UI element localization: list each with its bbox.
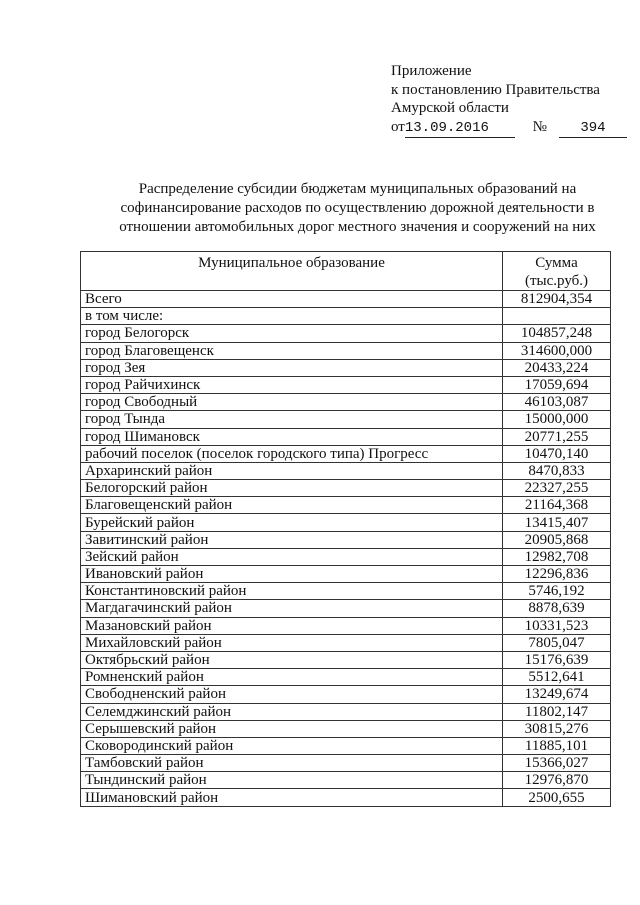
subsidy-amount: 15366,027 xyxy=(503,755,611,772)
municipality-name: Всего xyxy=(81,291,503,308)
table-row xyxy=(81,531,611,548)
subsidy-amount: 20433,224 xyxy=(503,359,611,376)
municipality-name: город Райчихинск xyxy=(81,376,503,393)
table-row xyxy=(81,376,611,393)
appendix-region: Амурской области xyxy=(391,100,509,116)
table-row xyxy=(81,669,611,686)
municipality-name: Бурейский район xyxy=(81,514,503,531)
subsidy-amount: 314600,000 xyxy=(503,342,611,359)
municipality-name: Константиновский район xyxy=(81,583,503,600)
table-row xyxy=(81,789,611,806)
municipality-name: Свободненский район xyxy=(81,686,503,703)
table-row xyxy=(81,548,611,565)
table-row xyxy=(81,772,611,789)
municipality-name: город Благовещенск xyxy=(81,342,503,359)
header-municipality: Муниципальное образование xyxy=(81,252,503,291)
municipality-name: Серышевский район xyxy=(81,720,503,737)
table-row xyxy=(81,651,611,668)
subsidy-amount: 46103,087 xyxy=(503,394,611,411)
table-row xyxy=(81,737,611,754)
table-row xyxy=(81,617,611,634)
table-row xyxy=(81,325,611,342)
subsidy-amount: 812904,354 xyxy=(503,291,611,308)
subsidy-amount: 20905,868 xyxy=(503,531,611,548)
subsidy-amount: 12976,870 xyxy=(503,772,611,789)
header-sum-unit: (тыс.руб.) xyxy=(524,273,589,289)
subsidy-amount: 8470,833 xyxy=(503,462,611,479)
subsidy-amount: 13249,674 xyxy=(503,686,611,703)
subsidy-amount: 10470,140 xyxy=(503,445,611,462)
subsidy-amount: 22327,255 xyxy=(503,480,611,497)
municipality-name: Михайловский район xyxy=(81,634,503,651)
header-sum-label: Сумма xyxy=(535,255,578,271)
title-line: отношении автомобильных дорог местного значения и сооружений на них xyxy=(119,219,596,235)
table-row xyxy=(81,342,611,359)
table-row xyxy=(81,462,611,479)
municipality-name: Завитинский район xyxy=(81,531,503,548)
municipality-name: Ивановский район xyxy=(81,566,503,583)
municipality-name: город Тында xyxy=(81,411,503,428)
subsidy-amount: 17059,694 xyxy=(503,376,611,393)
municipality-name: рабочий поселок (поселок городского типа) Прогресс xyxy=(81,445,503,462)
table-header xyxy=(81,252,611,291)
municipality-name: Октябрьский район xyxy=(81,651,503,668)
document-title xyxy=(90,180,625,237)
subsidy-amount xyxy=(503,308,611,325)
subsidy-table xyxy=(80,251,611,807)
municipality-name: город Зея xyxy=(81,359,503,376)
municipality-name: Зейский район xyxy=(81,548,503,565)
table-row xyxy=(81,359,611,376)
subsidy-amount: 5746,192 xyxy=(503,583,611,600)
subsidy-amount: 20771,255 xyxy=(503,428,611,445)
municipality-name: Благовещенский район xyxy=(81,497,503,514)
municipality-name: Сковородинский район xyxy=(81,737,503,754)
table-row xyxy=(81,703,611,720)
municipality-name: в том числе: xyxy=(81,308,503,325)
table-row xyxy=(81,755,611,772)
municipality-name: город Шимановск xyxy=(81,428,503,445)
date-prefix: от xyxy=(391,118,405,135)
resolution-date: 13.09.2016 xyxy=(405,119,515,139)
appendix-label: Приложение xyxy=(391,63,472,79)
municipality-name: город Свободный xyxy=(81,394,503,411)
table-row xyxy=(81,291,611,308)
municipality-name: Селемджинский район xyxy=(81,703,503,720)
subsidy-amount: 10331,523 xyxy=(503,617,611,634)
table-row xyxy=(81,411,611,428)
table-row xyxy=(81,686,611,703)
subsidy-amount: 12296,836 xyxy=(503,566,611,583)
municipality-name: Шимановский район xyxy=(81,789,503,806)
table-row xyxy=(81,514,611,531)
municipality-name: Ромненский район xyxy=(81,669,503,686)
appendix-resolution: к постановлению Правительства xyxy=(391,81,600,98)
table-row xyxy=(81,428,611,445)
table-row xyxy=(81,600,611,617)
subsidy-amount: 8878,639 xyxy=(503,600,611,617)
appendix-header xyxy=(391,62,627,138)
table-row xyxy=(81,720,611,737)
table-row xyxy=(81,445,611,462)
municipality-name: Архаринский район xyxy=(81,462,503,479)
subsidy-amount: 15176,639 xyxy=(503,651,611,668)
number-label: № xyxy=(532,118,547,135)
table-row xyxy=(81,634,611,651)
municipality-name: Тамбовский район xyxy=(81,755,503,772)
subsidy-amount: 13415,407 xyxy=(503,514,611,531)
municipality-name: Белогорский район xyxy=(81,480,503,497)
subsidy-amount: 5512,641 xyxy=(503,669,611,686)
appendix-date-line xyxy=(391,118,627,139)
subsidy-amount: 11885,101 xyxy=(503,737,611,754)
table-row xyxy=(81,394,611,411)
subsidy-amount: 104857,248 xyxy=(503,325,611,342)
resolution-number: 394 xyxy=(559,119,627,139)
municipality-name: Мазановский район xyxy=(81,617,503,634)
table-row xyxy=(81,583,611,600)
header-sum xyxy=(503,252,611,291)
table-row xyxy=(81,497,611,514)
subsidy-amount: 7805,047 xyxy=(503,634,611,651)
table-row xyxy=(81,480,611,497)
subsidy-amount: 21164,368 xyxy=(503,497,611,514)
table-row xyxy=(81,308,611,325)
municipality-name: Тындинский район xyxy=(81,772,503,789)
subsidy-amount: 2500,655 xyxy=(503,789,611,806)
title-line: Распределение субсидии бюджетам муниципальных образований на xyxy=(138,181,577,197)
municipality-name: город Белогорск xyxy=(81,325,503,342)
subsidy-amount: 15000,000 xyxy=(503,411,611,428)
table-row xyxy=(81,566,611,583)
subsidy-amount: 30815,276 xyxy=(503,720,611,737)
municipality-name: Магдагачинский район xyxy=(81,600,503,617)
subsidy-amount: 11802,147 xyxy=(503,703,611,720)
title-line: софинансирование расходов по осуществлению дорожной деятельности в xyxy=(120,200,595,216)
subsidy-amount: 12982,708 xyxy=(503,548,611,565)
